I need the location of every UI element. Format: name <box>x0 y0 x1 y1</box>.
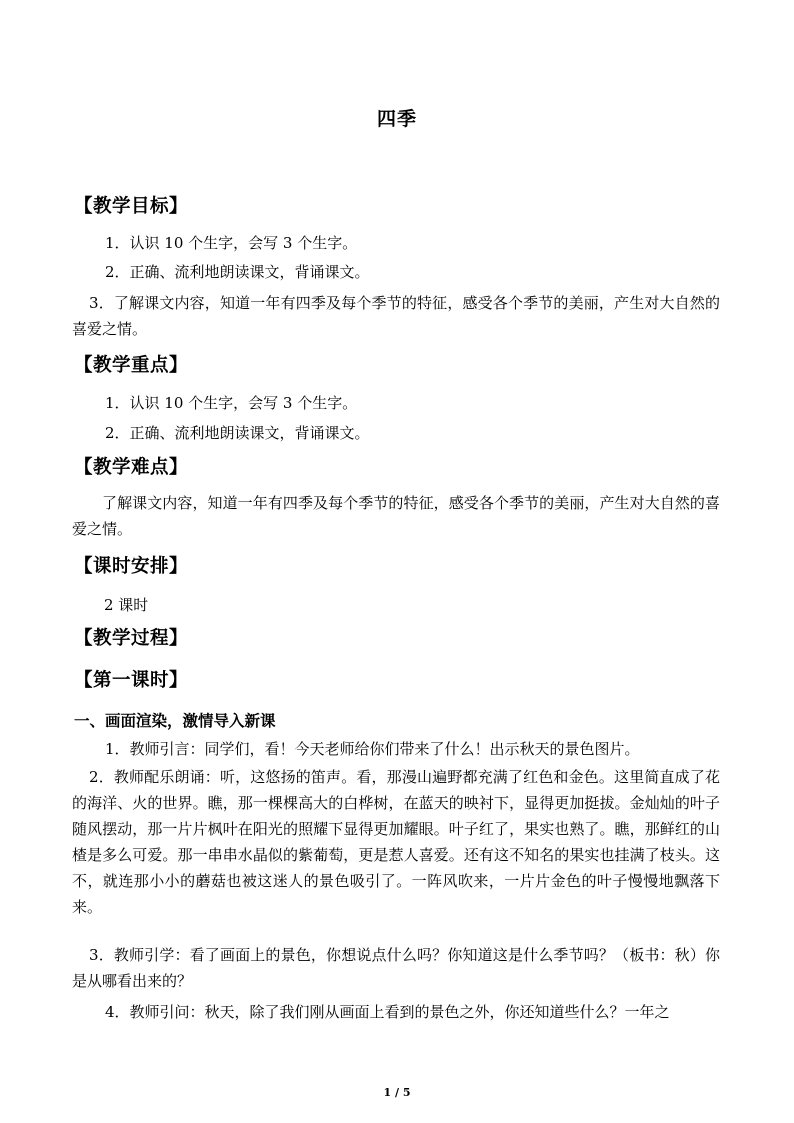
heading-process: 【教学过程】 <box>74 628 189 649</box>
step-item-1: 1．教师引言：同学们，看！今天老师给你们带来了什么！出示秋天的景色图片。 <box>105 740 640 758</box>
key-point-item-1: 1．认识 10 个生字，会写 3 个生字。 <box>105 394 358 412</box>
objective-item-1: 1．认识 10 个生字，会写 3 个生字。 <box>105 234 358 252</box>
heading-first-lesson: 【第一课时】 <box>74 670 189 691</box>
heading-key-points: 【教学重点】 <box>74 355 189 376</box>
objective-item-3: 3．了解课文内容，知道一年有四季及每个季节的特征，感受各个季节的美丽，产生对大自然的喜爱之情。 <box>72 294 720 338</box>
key-point-item-2: 2．正确、流利地朗读课文，背诵课文。 <box>105 424 370 442</box>
document-title: 四季 <box>376 108 417 130</box>
heading-objectives: 【教学目标】 <box>74 196 189 217</box>
difficulty-text: 了解课文内容，知道一年有四季及每个季节的特征，感受各个季节的美丽，产生对大自然的喜爱之情。 <box>72 494 720 538</box>
objective-item-2: 2．正确、流利地朗读课文，背诵课文。 <box>105 263 370 281</box>
page-number: 1 / 5 <box>383 1086 411 1099</box>
step-item-2: 2．教师配乐朗诵：听，这悠扬的笛声。看，那漫山遍野都充满了红色和金色。这里简直成了花的海洋、火的世界。瞧，那一棵棵高大的白桦树，在蓝天的映衬下，显得更加挺拔。金灿灿的叶子随风摆动，那一片片枫叶在阳光的照耀下显得更加耀眼。叶子红了，果实也熟了。瞧，那鲜红的山楂是多么可爱。那一串串水晶似的紫葡萄，更是惹人喜爱。还有这不知名的果实也挂满了枝头。这不，就连那小小的蘑菇也被这迷人的景色吸引了。一阵风吹来，一片片金色的叶子慢慢地飘落下来。 <box>72 768 720 916</box>
heading-difficulties: 【教学难点】 <box>74 457 189 478</box>
heading-schedule: 【课时安排】 <box>74 556 189 577</box>
section-one-title: 一、画面渲染，激情导入新课 <box>74 711 276 730</box>
schedule-text: 2 课时 <box>104 596 149 614</box>
step-item-3: 3．教师引学：看了画面上的景色，你想说点什么吗？你知道这是什么季节吗？（板书：秋）你是从哪看出来的？ <box>72 946 720 990</box>
step-item-4: 4．教师引问：秋天，除了我们刚从画面上看到的景色之外，你还知道些什么？一年之 <box>105 1003 670 1021</box>
